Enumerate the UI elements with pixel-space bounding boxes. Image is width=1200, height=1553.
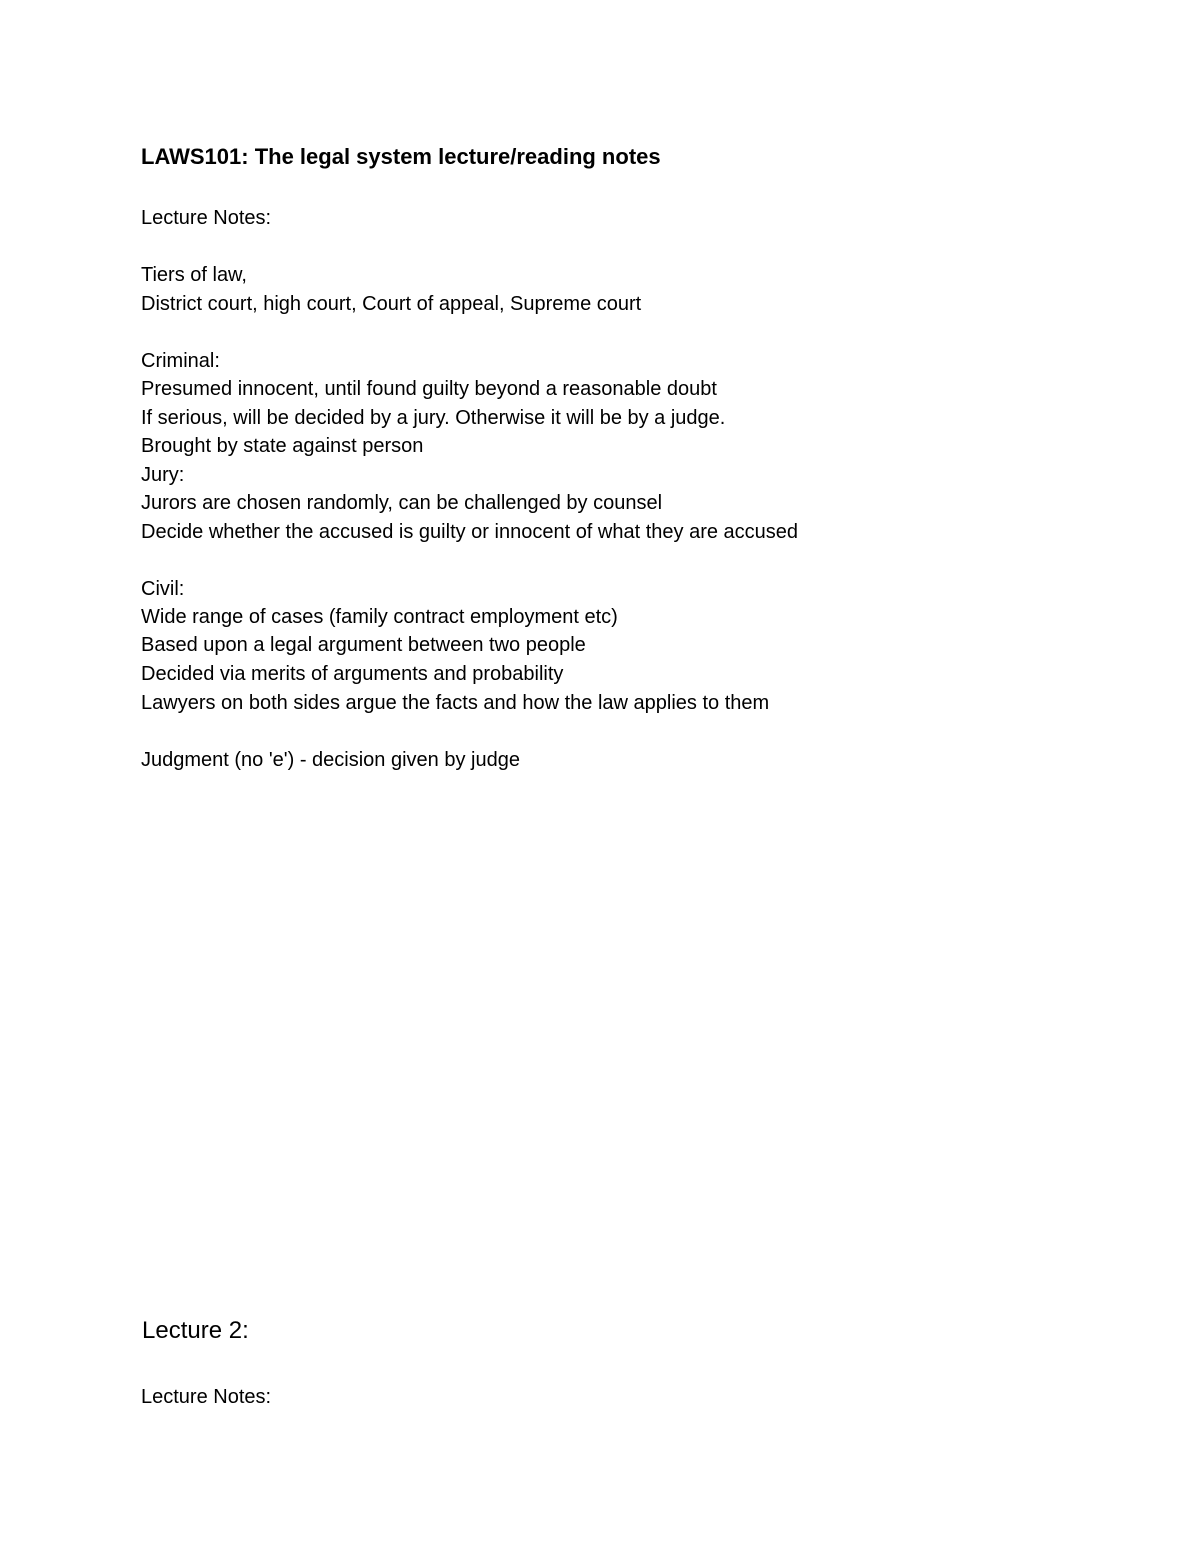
civil-line: Based upon a legal argument between two people xyxy=(141,634,586,656)
document-title: LAWS101: The legal system lecture/reading notes xyxy=(141,144,661,169)
lecture2-notes-label: Lecture Notes: xyxy=(141,1386,272,1408)
criminal-line: Jurors are chosen randomly, can be challenged by counsel xyxy=(141,492,663,514)
judgment-note: Judgment (no 'e') - decision given by judge xyxy=(141,749,520,771)
lecture-notes-label: Lecture Notes: xyxy=(141,207,272,229)
civil-heading: Civil: xyxy=(141,578,185,600)
jury-heading: Jury: xyxy=(141,464,185,486)
tiers-heading: Tiers of law, xyxy=(141,264,247,286)
criminal-line: Presumed innocent, until found guilty beyond a reasonable doubt xyxy=(141,378,717,400)
civil-line: Wide range of cases (family contract employment etc) xyxy=(141,606,618,628)
criminal-line: Brought by state against person xyxy=(141,435,424,457)
criminal-line: If serious, will be decided by a jury. Otherwise it will be by a judge. xyxy=(141,407,726,429)
criminal-heading: Criminal: xyxy=(141,350,220,372)
civil-line: Decided via merits of arguments and probability xyxy=(141,663,564,685)
criminal-line: Decide whether the accused is guilty or innocent of what they are accused xyxy=(141,521,799,543)
tiers-courts: District court, high court, Court of appeal, Supreme court xyxy=(141,293,642,315)
lecture2-heading: Lecture 2: xyxy=(142,1317,249,1344)
civil-line: Lawyers on both sides argue the facts and how the law applies to them xyxy=(141,692,770,714)
